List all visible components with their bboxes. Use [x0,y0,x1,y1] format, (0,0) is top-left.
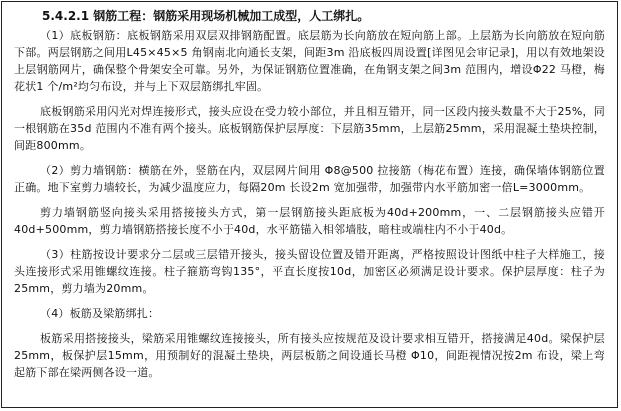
paragraph-slab-beam-rebar: 板筋采用搭接接头，梁筋采用锥螺纹连接接头，所有接头应按规范及设计要求相互错开，搭接满足40d。梁保护层25mm，板保护层15mm，用预制好的混凝土垫块，两层板筋之间设通长马橙 Φ10，间距视情况按2m 布设，梁上弯起筋下部在梁两侧各设一道。 [14,332,605,379]
paragraph-slab-beam-heading: （4）板筋及梁筋绑扎： [40,307,160,320]
paragraph-shear-wall-joints: 剪力墙钢筋竖向接头采用搭接接头方式，第一层钢筋接头距底板为40d+200mm，一、二层钢筋接头应错开40d+500mm，剪力墙钢筋搭接长度不小于40d，水平筋锚入相邻墙肢，暗柱或端柱内不小于40d。 [14,206,605,236]
paragraph-column-rebar: （3）柱筋按设计要求分二层或三层错开接头，接头留设位置及错开距离，严格按照设计图纸中柱子大样施工，接头连接形式采用锥螺纹连接。柱子箍筋弯钩135°，平直长度按10d，加密区必须满足设计要求。保护层厚度：柱子为25mm，剪力墙为20mm。 [14,248,605,295]
paragraph-floor-slab-joints: 底板钢筋采用闪光对焊连接形式，接头应设在受力较小部位，并且相互错开，同一区段内接头数量不大于25%，同一根钢筋在35d 范围内不准有两个接头。底板钢筋保护层厚度：下层筋35mm，上层筋25mm，采用混凝土垫块控制，间距800mm。 [14,105,605,152]
paragraph-shear-wall-rebar: （2）剪力墙钢筋：横筋在外，竖筋在内，双层网片间用 Φ8@500 拉接筋（梅花布置）连接，确保墙体钢筋位置正确。地下室剪力墙较长，为减少温度应力，每隔20m 长设2m 宽加强带，加强带内水平筋加密一倍L=3000mm。 [14,164,605,194]
paragraph-floor-slab-rebar: （1）底板钢筋：底板钢筋采用双层双排钢筋配置。底层筋为长向筋放在短向筋上部。上层筋为长向筋放在短向筋下部。两层钢筋之间用L45×45×5 角钢南北向通长支架，间距3m 沿底板四周设置[详图见会审记录]，用以有效地架设上层钢筋网片，确保整个骨架安全可靠。另外，为保证钢筋位置准确，在角钢支架之间3m 范围内，增设Φ22 马橙，梅花状1 个/m²均匀布设，并与上下双层筋绑扎牢固。 [14,29,605,93]
document-frame [1,1,618,408]
section-heading: 5.4.2.1 钢筋工程：钢筋采用现场机械加工成型，人工绑扎。 [42,9,370,23]
